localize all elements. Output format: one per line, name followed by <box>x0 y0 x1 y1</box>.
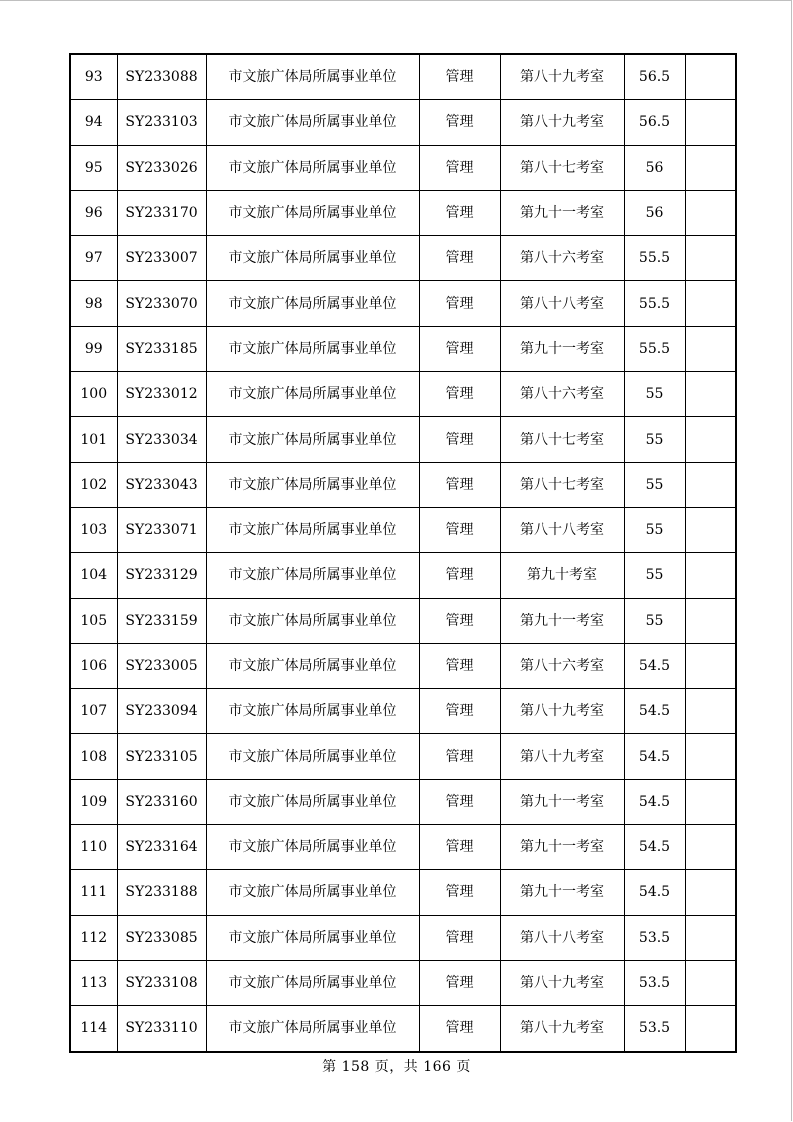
exam-room-cell: 第八十八考室 <box>500 507 624 552</box>
remark-cell <box>685 870 736 915</box>
unit-name-cell: 市文旅广体局所属事业单位 <box>206 1006 419 1052</box>
score-cell: 55.5 <box>624 326 685 371</box>
score-cell: 53.5 <box>624 960 685 1005</box>
post-type-cell: 管理 <box>419 870 500 915</box>
row-number-cell: 114 <box>70 1006 117 1052</box>
remark-cell <box>685 417 736 462</box>
unit-name-cell: 市文旅广体局所属事业单位 <box>206 100 419 145</box>
unit-name-cell: 市文旅广体局所属事业单位 <box>206 326 419 371</box>
exam-room-cell: 第九十一考室 <box>500 779 624 824</box>
post-type-cell: 管理 <box>419 643 500 688</box>
exam-room-cell: 第八十八考室 <box>500 915 624 960</box>
unit-name-cell: 市文旅广体局所属事业单位 <box>206 779 419 824</box>
row-number-cell: 102 <box>70 462 117 507</box>
results-table <box>69 53 737 1053</box>
score-cell: 54.5 <box>624 825 685 870</box>
score-cell: 56.5 <box>624 100 685 145</box>
unit-name-cell: 市文旅广体局所属事业单位 <box>206 915 419 960</box>
unit-name-cell: 市文旅广体局所属事业单位 <box>206 598 419 643</box>
score-cell: 55 <box>624 598 685 643</box>
row-number-cell: 109 <box>70 779 117 824</box>
post-type-cell: 管理 <box>419 145 500 190</box>
candidate-id-cell: SY233110 <box>117 1006 206 1052</box>
post-type-cell: 管理 <box>419 326 500 371</box>
post-type-cell: 管理 <box>419 598 500 643</box>
post-type-cell: 管理 <box>419 915 500 960</box>
score-cell: 55.5 <box>624 236 685 281</box>
score-cell: 55 <box>624 507 685 552</box>
unit-name-cell: 市文旅广体局所属事业单位 <box>206 145 419 190</box>
table-row <box>70 870 736 915</box>
row-number-cell: 97 <box>70 236 117 281</box>
remark-cell <box>685 689 736 734</box>
table-row <box>70 326 736 371</box>
score-cell: 54.5 <box>624 870 685 915</box>
candidate-id-cell: SY233034 <box>117 417 206 462</box>
row-number-cell: 100 <box>70 372 117 417</box>
row-number-cell: 95 <box>70 145 117 190</box>
post-type-cell: 管理 <box>419 689 500 734</box>
exam-room-cell: 第八十七考室 <box>500 462 624 507</box>
table-row <box>70 915 736 960</box>
remark-cell <box>685 462 736 507</box>
score-cell: 56.5 <box>624 54 685 100</box>
exam-room-cell: 第八十七考室 <box>500 417 624 462</box>
candidate-id-cell: SY233085 <box>117 915 206 960</box>
candidate-id-cell: SY233159 <box>117 598 206 643</box>
remark-cell <box>685 326 736 371</box>
candidate-id-cell: SY233071 <box>117 507 206 552</box>
remark-cell <box>685 145 736 190</box>
score-cell: 56 <box>624 145 685 190</box>
score-cell: 53.5 <box>624 1006 685 1052</box>
candidate-id-cell: SY233164 <box>117 825 206 870</box>
candidate-id-cell: SY233007 <box>117 236 206 281</box>
candidate-id-cell: SY233170 <box>117 190 206 235</box>
candidate-id-cell: SY233185 <box>117 326 206 371</box>
exam-room-cell: 第九十一考室 <box>500 326 624 371</box>
candidate-id-cell: SY233160 <box>117 779 206 824</box>
row-number-cell: 103 <box>70 507 117 552</box>
score-cell: 55 <box>624 372 685 417</box>
candidate-id-cell: SY233103 <box>117 100 206 145</box>
table-row <box>70 281 736 326</box>
exam-room-cell: 第八十九考室 <box>500 960 624 1005</box>
table-row <box>70 417 736 462</box>
row-number-cell: 93 <box>70 54 117 100</box>
table-row <box>70 507 736 552</box>
candidate-id-cell: SY233094 <box>117 689 206 734</box>
candidate-id-cell: SY233129 <box>117 553 206 598</box>
exam-room-cell: 第八十九考室 <box>500 689 624 734</box>
row-number-cell: 99 <box>70 326 117 371</box>
remark-cell <box>685 960 736 1005</box>
unit-name-cell: 市文旅广体局所属事业单位 <box>206 825 419 870</box>
post-type-cell: 管理 <box>419 462 500 507</box>
exam-room-cell: 第九十一考室 <box>500 190 624 235</box>
exam-room-cell: 第八十七考室 <box>500 145 624 190</box>
exam-room-cell: 第八十六考室 <box>500 372 624 417</box>
unit-name-cell: 市文旅广体局所属事业单位 <box>206 281 419 326</box>
unit-name-cell: 市文旅广体局所属事业单位 <box>206 507 419 552</box>
row-number-cell: 101 <box>70 417 117 462</box>
exam-room-cell: 第八十九考室 <box>500 100 624 145</box>
row-number-cell: 98 <box>70 281 117 326</box>
exam-room-cell: 第八十九考室 <box>500 54 624 100</box>
post-type-cell: 管理 <box>419 54 500 100</box>
post-type-cell: 管理 <box>419 190 500 235</box>
candidate-id-cell: SY233043 <box>117 462 206 507</box>
remark-cell <box>685 734 736 779</box>
unit-name-cell: 市文旅广体局所属事业单位 <box>206 553 419 598</box>
row-number-cell: 96 <box>70 190 117 235</box>
exam-room-cell: 第九十一考室 <box>500 598 624 643</box>
table-row <box>70 960 736 1005</box>
remark-cell <box>685 553 736 598</box>
candidate-id-cell: SY233188 <box>117 870 206 915</box>
table-row <box>70 100 736 145</box>
table-row <box>70 779 736 824</box>
candidate-id-cell: SY233026 <box>117 145 206 190</box>
remark-cell <box>685 372 736 417</box>
post-type-cell: 管理 <box>419 372 500 417</box>
post-type-cell: 管理 <box>419 960 500 1005</box>
score-cell: 55.5 <box>624 281 685 326</box>
row-number-cell: 94 <box>70 100 117 145</box>
post-type-cell: 管理 <box>419 281 500 326</box>
remark-cell <box>685 281 736 326</box>
remark-cell <box>685 1006 736 1052</box>
table-row <box>70 236 736 281</box>
exam-room-cell: 第九十考室 <box>500 553 624 598</box>
candidate-id-cell: SY233088 <box>117 54 206 100</box>
row-number-cell: 106 <box>70 643 117 688</box>
table-row <box>70 54 736 100</box>
table-row <box>70 462 736 507</box>
table-row <box>70 825 736 870</box>
unit-name-cell: 市文旅广体局所属事业单位 <box>206 190 419 235</box>
table-row <box>70 372 736 417</box>
remark-cell <box>685 190 736 235</box>
score-cell: 53.5 <box>624 915 685 960</box>
row-number-cell: 104 <box>70 553 117 598</box>
score-cell: 54.5 <box>624 779 685 824</box>
table-row <box>70 598 736 643</box>
unit-name-cell: 市文旅广体局所属事业单位 <box>206 372 419 417</box>
remark-cell <box>685 100 736 145</box>
table-row <box>70 689 736 734</box>
remark-cell <box>685 643 736 688</box>
unit-name-cell: 市文旅广体局所属事业单位 <box>206 417 419 462</box>
unit-name-cell: 市文旅广体局所属事业单位 <box>206 689 419 734</box>
table-row <box>70 643 736 688</box>
remark-cell <box>685 236 736 281</box>
row-number-cell: 108 <box>70 734 117 779</box>
unit-name-cell: 市文旅广体局所属事业单位 <box>206 236 419 281</box>
score-cell: 54.5 <box>624 643 685 688</box>
post-type-cell: 管理 <box>419 553 500 598</box>
remark-cell <box>685 54 736 100</box>
score-cell: 56 <box>624 190 685 235</box>
row-number-cell: 112 <box>70 915 117 960</box>
candidate-id-cell: SY233070 <box>117 281 206 326</box>
exam-room-cell: 第九十一考室 <box>500 870 624 915</box>
row-number-cell: 111 <box>70 870 117 915</box>
remark-cell <box>685 915 736 960</box>
row-number-cell: 110 <box>70 825 117 870</box>
score-cell: 54.5 <box>624 689 685 734</box>
post-type-cell: 管理 <box>419 507 500 552</box>
row-number-cell: 113 <box>70 960 117 1005</box>
page-footer: 第 158 页，共 166 页 <box>322 1059 471 1075</box>
remark-cell <box>685 507 736 552</box>
post-type-cell: 管理 <box>419 100 500 145</box>
candidate-id-cell: SY233012 <box>117 372 206 417</box>
remark-cell <box>685 825 736 870</box>
table-row <box>70 1006 736 1052</box>
score-cell: 55 <box>624 462 685 507</box>
remark-cell <box>685 779 736 824</box>
remark-cell <box>685 598 736 643</box>
candidate-id-cell: SY233108 <box>117 960 206 1005</box>
candidate-id-cell: SY233105 <box>117 734 206 779</box>
exam-room-cell: 第八十九考室 <box>500 734 624 779</box>
unit-name-cell: 市文旅广体局所属事业单位 <box>206 960 419 1005</box>
post-type-cell: 管理 <box>419 1006 500 1052</box>
table-body <box>70 54 736 1052</box>
unit-name-cell: 市文旅广体局所属事业单位 <box>206 734 419 779</box>
post-type-cell: 管理 <box>419 779 500 824</box>
post-type-cell: 管理 <box>419 825 500 870</box>
score-cell: 55 <box>624 417 685 462</box>
table-row <box>70 734 736 779</box>
unit-name-cell: 市文旅广体局所属事业单位 <box>206 462 419 507</box>
post-type-cell: 管理 <box>419 236 500 281</box>
row-number-cell: 107 <box>70 689 117 734</box>
unit-name-cell: 市文旅广体局所属事业单位 <box>206 870 419 915</box>
exam-room-cell: 第九十一考室 <box>500 825 624 870</box>
table-row <box>70 190 736 235</box>
exam-room-cell: 第八十九考室 <box>500 1006 624 1052</box>
exam-room-cell: 第八十八考室 <box>500 281 624 326</box>
post-type-cell: 管理 <box>419 734 500 779</box>
score-cell: 55 <box>624 553 685 598</box>
exam-room-cell: 第八十六考室 <box>500 643 624 688</box>
table-row <box>70 145 736 190</box>
candidate-id-cell: SY233005 <box>117 643 206 688</box>
table-row <box>70 553 736 598</box>
unit-name-cell: 市文旅广体局所属事业单位 <box>206 643 419 688</box>
score-cell: 54.5 <box>624 734 685 779</box>
row-number-cell: 105 <box>70 598 117 643</box>
unit-name-cell: 市文旅广体局所属事业单位 <box>206 54 419 100</box>
post-type-cell: 管理 <box>419 417 500 462</box>
exam-room-cell: 第八十六考室 <box>500 236 624 281</box>
